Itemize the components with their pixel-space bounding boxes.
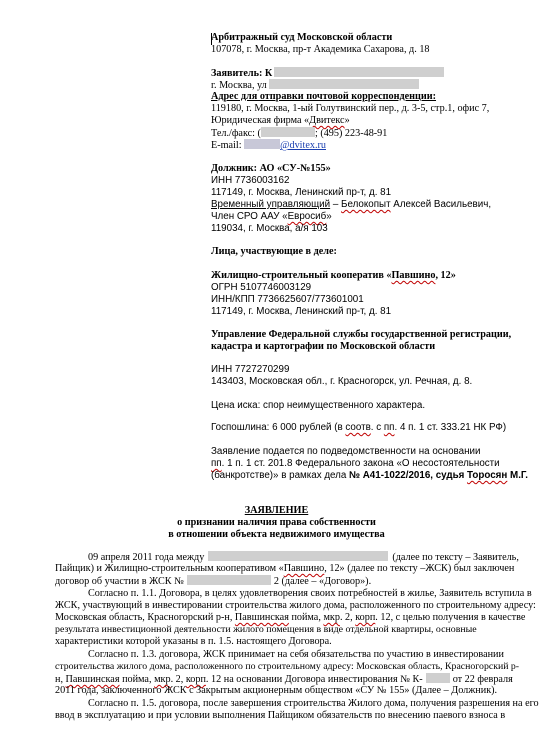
p1-contract-label: договор об участии в ЖСК № [55,576,184,587]
applicant-address-text: г. Москва, ул [211,80,267,91]
p3-l3h: от 22 февраля [452,674,513,685]
duty-soots: соотв [345,422,371,433]
p1-pavshino: Павшино [283,563,325,574]
redacted-email [244,139,280,149]
sro-prefix: Член СРО ААУ « [211,211,288,222]
p2-line1: Согласно п. 1.1. Договора, в целях удовлетворения своих потребностей в жилье, Заявитель вступила в [88,588,532,599]
sro-line [211,211,332,223]
basis-line3-prefix: (банкротстве)» в рамках дела [211,470,350,481]
document-subtitle-2: в отношении объекта недвижимого имущества [168,529,385,540]
rosreestr-line2: кадастра и картографии по Московской области [211,341,436,352]
p3-line2: строительства жилого дома, расположенного по строительному адресу: Московская область, Красногорский р- [55,661,520,672]
p3-line1: Согласно п. 1.3. договора, ЖСК принимает на себя обязательства по участию в инвестировании [88,649,504,660]
participants-heading: Лица, участвующие в деле: [211,246,337,257]
p1-line2-start: Пайщик) и Жилищно-строительным кооперативом « [55,563,284,574]
redacted-investment-number [426,673,450,683]
coop-ogrn: ОГРН 5107746003129 [211,282,312,293]
email-link[interactable]: @dvitex.ru [280,140,326,151]
p1-line3 [55,575,543,588]
manager-name: Алексей Васильевич, [390,199,492,210]
p1-line1-end: (далее по тексту – Заявитель, [392,552,519,563]
p2-line3 [55,612,543,624]
duty-suffix: . 4 п. 1 ст. 333.21 НК РФ) [394,422,507,433]
firm-prefix: Юридическая фирма « [211,115,310,126]
p3-l3a: н, [55,674,66,685]
sro-suffix: » [326,211,332,222]
email-prefix: E-mail: [211,140,245,151]
case-number: № А41-1022/2016, судья [349,470,468,481]
manager-role: Временный управляющий [211,199,331,210]
basis-line1: Заявление подается по подведомственности на основании [211,446,481,457]
court-address: 107078, г. Москва, пр-т Академика Сахарова, д. 18 [211,44,430,55]
p1-contract-end: 2 (далее – «Договор»). [273,576,372,587]
applicant-label-text: Заявитель: К [211,68,273,79]
rosreestr-address: 143403, Московская обл., г. Красногорск, ул. Речная, д. 8. [211,376,473,387]
duty-prefix: Госпошлина: 6 000 рублей (в [211,422,346,433]
firm-line [211,115,350,127]
p2-line5: характеристики которой указаны в п. 1.5. настоящего Договора. [55,636,332,647]
p3-l3c: пойма, [119,674,155,685]
p3-l3e: . 2, [170,674,186,685]
debtor-inn: ИНН 7736003162 [211,175,290,186]
duty-pp: пп [383,422,395,433]
debtor-label: Должник: АО «СУ-№155» [211,163,331,174]
basis-line3 [211,470,528,482]
p4-line2: ввод в эксплуатацию и при условии выполнения Пайщиком обязательств по внесению паевого взноса в [55,710,506,721]
manager-surname: Белокопыт [341,199,391,210]
redacted-applicant [208,551,388,561]
court-name: Арбитражный суд Московской области [211,32,393,43]
document-title: ЗАЯВЛЕНИЕ [244,505,309,516]
redacted-contract-number [187,575,271,585]
phone-prefix: Тел./факс: ( [211,128,261,139]
p1-date: 09 апреля 2011 года между [88,552,205,563]
p2-l3e: . 2, [339,612,356,623]
p2-l3g: . 12, с целью получения в качестве [375,612,526,623]
firm-suffix: » [344,115,350,126]
redacted-address [269,79,419,89]
p2-l3b: Павшинская [234,612,289,623]
p3-l3g: . 12 на основании Договора инвестирования № К- [205,674,423,685]
p3-line4: 2011 года, заключенного ЖСК с Закрытым акционерным обществом «СУ № 155» (Далее – Должник). [55,685,498,696]
coop-inn-kpp: ИНН/КПП 7736625607/773601001 [211,294,364,305]
rosreestr-line1: Управление Федеральной службы государственной регистрации, [211,329,512,340]
p2-l3a: Московская область, Красногорский р-н, [55,612,235,623]
rosreestr-inn: ИНН 7727270299 [211,364,290,375]
email-line [211,139,326,152]
state-duty [211,422,506,434]
manager-dash: – [330,199,342,210]
p2-line4: результата инвестиционной деятельности жилого помещения в виде отдельной квартиры, основные [55,624,477,635]
claim-price: Цена иска: спор неимущественного характера. [211,400,426,411]
basis-line2 [211,458,541,470]
sro-name: Евросиб [287,211,327,222]
judge-surname: Торосян [467,470,508,481]
p3-l3b: Павшинская [65,674,120,685]
coop-name-line [211,270,456,282]
mail-address: 119180, г. Москва, 1-ый Голутвинский пер., д. 3-5, стр.1, офис 7, [211,103,490,114]
basis-pp: пп [211,458,222,469]
basis-line2-text: . 1 п. 1 ст. 201.8 Федерального закона «О несостоятельности [221,458,500,469]
p2-l3d: мкр [323,612,340,623]
coop-prefix: Жилищно-строительный кооператив « [211,270,392,281]
p1-line2 [55,563,543,575]
p2-l3f: корп [355,612,376,623]
p2-l3c: пойма, [288,612,324,623]
coop-name: Павшино [391,270,436,281]
duty-mid: . с [370,422,384,433]
p2-line2: ЖСК, участвующий в инвестировании строительства жилого дома, расположенного по строительному адресу: [55,600,536,611]
phone-suffix: ; (495) 223-48-91 [314,128,388,139]
p3-l3f: корп [185,674,206,685]
judge-initials: М.Г. [507,470,528,481]
p3-l3d: мкр [154,674,171,685]
manager-address: 119034, г. Москва, а/я 103 [211,223,328,234]
manager-line [211,199,491,211]
p1-line2-end: , 12» (далее по тексту –ЖСК) был заключен [324,563,515,574]
coop-suffix: , 12» [435,270,456,281]
firm-name: Двитекс [309,115,345,126]
mail-heading: Адрес для отправки почтовой корреспонденции: [211,91,437,102]
redacted-phone [261,127,315,137]
redacted-name [274,67,444,77]
coop-address: 117149, г. Москва, Ленинский пр-т, д. 81 [211,306,392,317]
p4-line1: Согласно п. 1.5. договора, после завершения строительства Жилого дома, получения разрешения на его [88,698,539,709]
debtor-address: 117149, г. Москва, Ленинский пр-т, д. 81 [211,187,392,198]
document-subtitle-1: о признании наличия права собственности [177,517,376,528]
